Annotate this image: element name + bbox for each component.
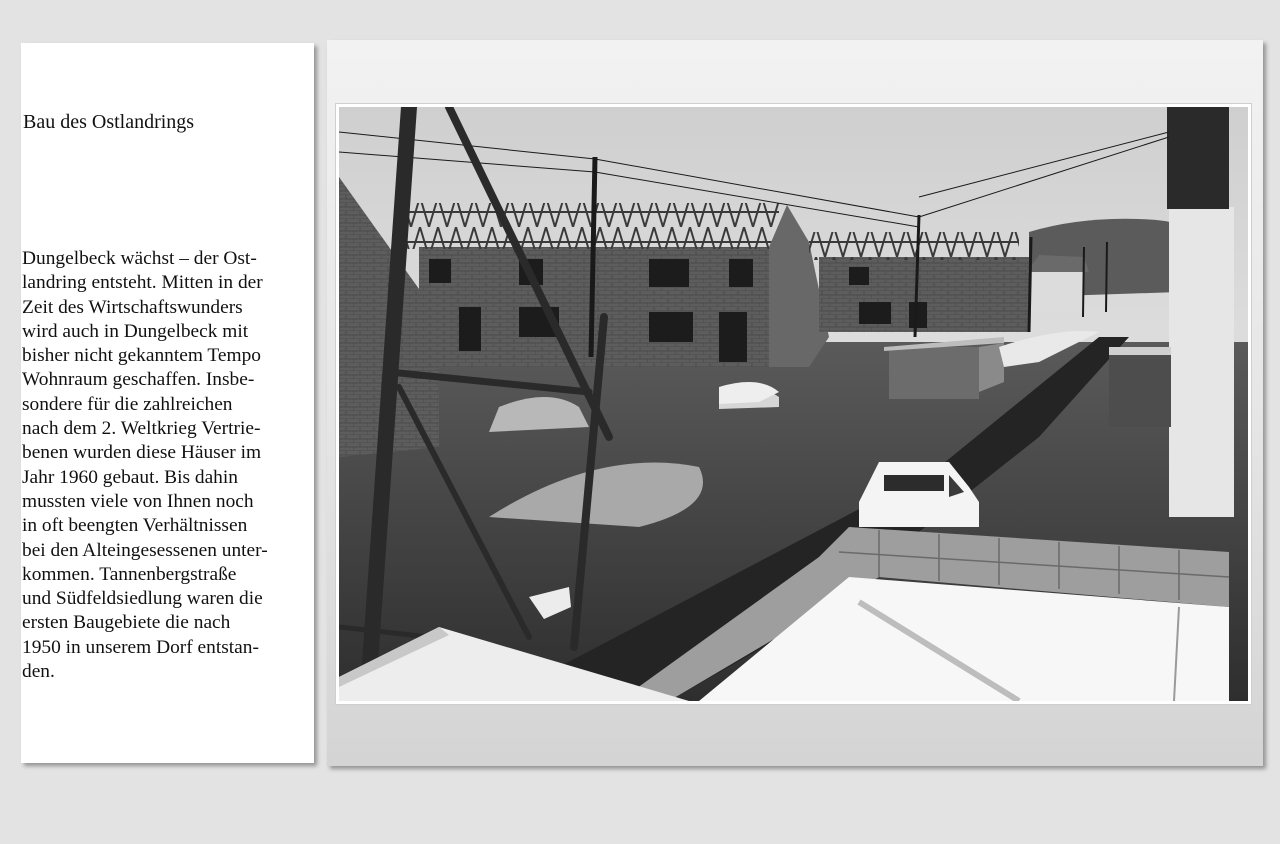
caption-line: wird auch in Dungelbeck mit — [22, 320, 249, 342]
right-house-roof — [1167, 107, 1229, 209]
caption-line: ersten Baugebiete die nach — [22, 612, 231, 634]
caption-line: landring entsteht. Mitten in der — [22, 272, 263, 294]
barn — [1029, 272, 1084, 312]
photo-panel — [327, 40, 1263, 766]
wooden-shed — [889, 347, 979, 399]
caption-line: benen wurden diese Häuser im — [22, 442, 262, 464]
caption-line: Zeit des Wirtschaftswunders — [22, 296, 243, 318]
caption-line: bisher nicht gekanntem Tempo — [22, 345, 261, 367]
caption-panel — [21, 43, 314, 763]
caption-line: den. — [22, 661, 55, 683]
caption-line: nach dem 2. Weltkrieg Vertrie- — [22, 418, 261, 440]
caption-line: und Südfeldsiedlung waren die — [22, 588, 263, 610]
caption-line: kommen. Tannenbergstraße — [22, 563, 237, 585]
photo-frame — [335, 103, 1252, 705]
caption-line: Dungelbeck wächst – der Ost- — [22, 248, 257, 269]
caption-line: mussten viele von Ihnen noch — [22, 490, 254, 512]
roof-truss — [399, 203, 779, 249]
caption-line: sondere für die zahlreichen — [22, 393, 233, 415]
caption-line: 1950 in unserem Dorf entstan- — [22, 636, 259, 658]
roof-truss-2 — [809, 232, 1019, 260]
right-house — [1169, 207, 1234, 517]
caption-line: bei den Alteingesessenen unter- — [22, 539, 268, 561]
construction-photo — [339, 107, 1248, 701]
caption-body — [22, 247, 314, 684]
right-shed — [1109, 347, 1171, 427]
caption-line: in oft beengten Verhältnissen — [22, 515, 248, 537]
caption-line: Jahr 1960 gebaut. Bis dahin — [22, 466, 238, 488]
caption-line: Wohnraum geschaffen. Insbe- — [22, 369, 255, 391]
caption-title: Bau des Ostlandrings — [23, 111, 195, 133]
